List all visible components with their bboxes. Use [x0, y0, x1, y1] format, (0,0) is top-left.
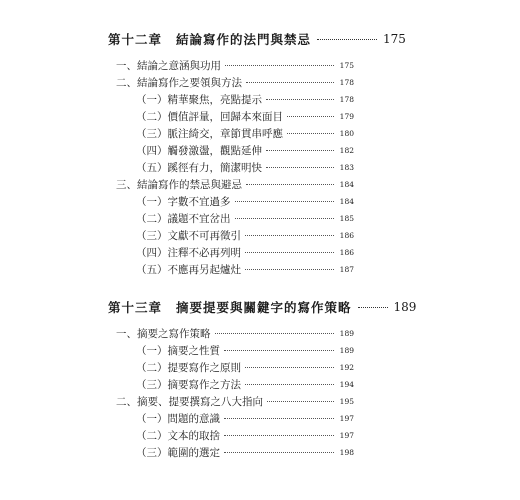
entry-label: 一、結論之意涵與功用: [116, 60, 221, 72]
entry-label: （一）摘要之性質: [136, 345, 220, 357]
dot-leader: [266, 99, 334, 100]
entry-page-number: 186: [339, 231, 354, 240]
chapter-title: 結論寫作的法門與禁忌: [176, 32, 312, 47]
dot-leader: [224, 435, 334, 436]
toc-entry: [136, 360, 354, 375]
dot-leader: [266, 167, 334, 168]
toc-entry: [136, 194, 354, 209]
dot-leader: [235, 201, 335, 202]
dot-leader: [267, 401, 334, 402]
entry-label: 三、結論寫作的禁忌與避忌: [116, 179, 242, 191]
entry-page-number: 189: [339, 329, 354, 338]
entry-page-number: 195: [339, 397, 354, 406]
toc-entry: [136, 109, 354, 124]
dot-leader: [225, 65, 334, 66]
entry-label: （一）字數不宜過多: [136, 196, 231, 208]
dot-leader: [215, 333, 335, 334]
entry-page-number: 198: [339, 448, 354, 457]
dot-leader: [235, 218, 335, 219]
toc-entry: [136, 228, 354, 243]
entry-page-number: 179: [339, 112, 354, 121]
entry-label: （二）價值評量，回歸本來面目: [136, 111, 283, 123]
toc-entry: [116, 75, 354, 90]
entry-label: （四）注釋不必再列明: [136, 247, 241, 259]
toc-entry: [136, 262, 354, 277]
dot-leader: [287, 133, 334, 134]
entry-page-number: 197: [339, 431, 354, 440]
entry-label: （四）觸發激盪，觀點延伸: [136, 145, 262, 157]
dot-leader: [224, 418, 334, 419]
entry-page-number: 178: [339, 78, 354, 87]
entry-label: （五）蹊徑有力，簡潔明快: [136, 162, 262, 174]
toc-entry: [136, 445, 354, 460]
dot-leader: [287, 116, 334, 117]
entry-label: （二）議題不宜岔出: [136, 213, 231, 225]
entry-label: （一）精華聚焦，亮點提示: [136, 94, 262, 106]
dot-leader: [266, 150, 334, 151]
chapter-heading: [108, 298, 416, 316]
entry-label: （五）不應再另起爐灶: [136, 264, 241, 276]
entry-page-number: 194: [339, 380, 354, 389]
toc-entry: [116, 394, 354, 409]
toc-entry: [136, 160, 354, 175]
toc-entry: [136, 245, 354, 260]
entry-page-number: 189: [339, 346, 354, 355]
dot-leader: [358, 307, 388, 308]
toc-entry: [136, 428, 354, 443]
dot-leader: [246, 82, 334, 83]
toc-entry: [116, 177, 354, 192]
chapter-page-number: 175: [383, 32, 406, 46]
toc-entry: [136, 411, 354, 426]
dot-leader: [224, 350, 334, 351]
toc-entry: [136, 143, 354, 158]
dot-leader: [245, 269, 334, 270]
entry-page-number: 186: [339, 248, 354, 257]
entry-page-number: 183: [339, 163, 354, 172]
chapter-number: 第十二章: [108, 32, 163, 47]
entry-label: （三）摘要寫作之方法: [136, 379, 241, 391]
entry-page-number: 185: [339, 214, 354, 223]
entry-page-number: 197: [339, 414, 354, 423]
dot-leader: [245, 252, 334, 253]
toc-entry: [116, 326, 354, 341]
toc-entry: [136, 211, 354, 226]
entry-label: （二）文本的取捨: [136, 430, 220, 442]
entry-page-number: 178: [339, 95, 354, 104]
entry-label: 一、摘要之寫作策略: [116, 328, 211, 340]
toc-entry: [136, 92, 354, 107]
dot-leader: [317, 39, 377, 40]
entry-page-number: 187: [339, 265, 354, 274]
toc-entry: [136, 377, 354, 392]
toc-entry: [136, 343, 354, 358]
dot-leader: [224, 452, 334, 453]
dot-leader: [245, 235, 334, 236]
entry-label: （一）問題的意識: [136, 413, 220, 425]
entry-label: 二、結論寫作之要領與方法: [116, 77, 242, 89]
entry-label: （三）文獻不可再徵引: [136, 230, 241, 242]
chapter-heading: [108, 30, 406, 48]
dot-leader: [245, 367, 334, 368]
entry-page-number: 184: [339, 180, 354, 189]
chapter-number: 第十三章: [108, 300, 163, 315]
entry-label: （三）範圍的選定: [136, 447, 220, 459]
chapter-page-number: 189: [393, 300, 417, 314]
entry-page-number: 182: [339, 146, 354, 155]
dot-leader: [246, 184, 334, 185]
entry-page-number: 180: [339, 129, 354, 138]
entry-label: （二）提要寫作之原則: [136, 362, 241, 374]
entry-label: 二、摘要、提要撰寫之八大指向: [116, 396, 263, 408]
entry-label: （三）脈注綺交，章節貫串呼應: [136, 128, 283, 140]
entry-page-number: 192: [339, 363, 354, 372]
toc-entry: [116, 58, 354, 73]
chapter-title: 摘要提要與關鍵字的寫作策略: [176, 300, 352, 315]
dot-leader: [245, 384, 334, 385]
entry-page-number: 184: [339, 197, 354, 206]
entry-page-number: 175: [339, 61, 354, 70]
toc-entry: [136, 126, 354, 141]
